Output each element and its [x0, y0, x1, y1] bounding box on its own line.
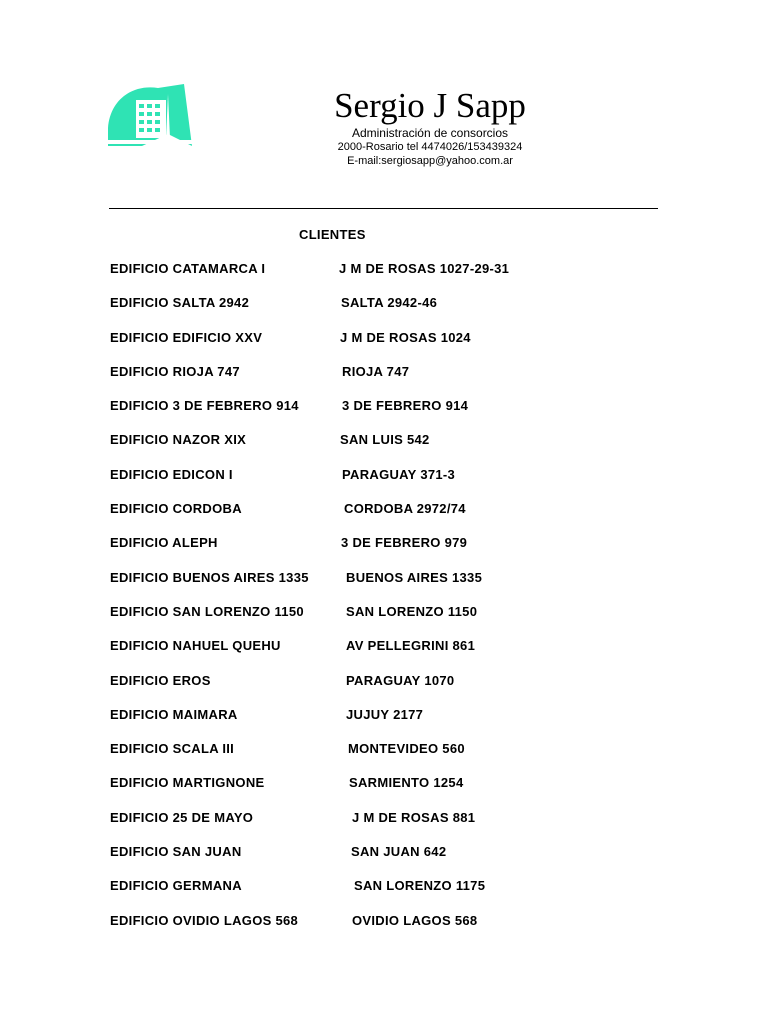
client-name: EDIFICIO ALEPH — [110, 535, 218, 551]
client-row — [110, 672, 650, 706]
client-name: EDIFICIO BUENOS AIRES 1335 — [110, 569, 309, 585]
client-address: 3 DE FEBRERO 979 — [341, 535, 468, 551]
client-name: EDIFICIO OVIDIO LAGOS 568 — [110, 912, 299, 928]
header-divider — [109, 208, 658, 209]
client-address: SAN JUAN 642 — [351, 844, 447, 860]
client-row — [110, 877, 650, 911]
client-row — [110, 912, 650, 946]
client-name: EDIFICIO SAN JUAN — [110, 844, 242, 860]
client-row — [110, 329, 650, 363]
company-address: 2000-Rosario tel 4474026/153439324 — [337, 141, 523, 153]
client-row — [110, 603, 650, 637]
client-name: EDIFICIO EDIFICIO XXV — [110, 329, 263, 345]
client-address: J M DE ROSAS 881 — [352, 809, 476, 825]
client-name: EDIFICIO RIOJA 747 — [110, 363, 240, 379]
client-row — [110, 569, 650, 603]
client-row — [110, 397, 650, 431]
client-row — [110, 294, 650, 328]
section-title: CLIENTES — [299, 227, 366, 242]
client-name: EDIFICIO 25 DE MAYO — [110, 809, 254, 825]
client-row — [110, 706, 650, 740]
client-name: EDIFICIO CORDOBA — [110, 501, 242, 517]
client-row — [110, 431, 650, 465]
client-address: PARAGUAY 1070 — [346, 672, 455, 688]
client-address: PARAGUAY 371-3 — [342, 466, 456, 482]
company-subtitle: Administración de consorcios — [351, 126, 509, 140]
client-name: EDIFICIO CATAMARCA I — [110, 261, 266, 276]
client-row — [110, 740, 650, 774]
client-row — [110, 637, 650, 671]
client-row — [110, 843, 650, 877]
client-address: CORDOBA 2972/74 — [344, 501, 466, 517]
client-address: 3 DE FEBRERO 914 — [342, 398, 469, 414]
client-row — [110, 809, 650, 843]
client-name: EDIFICIO NAZOR XIX — [110, 432, 247, 448]
client-name: EDIFICIO MAIMARA — [110, 706, 238, 722]
company-name: Sergio J Sapp — [334, 86, 526, 125]
client-row — [110, 466, 650, 500]
client-name: EDIFICIO MARTIGNONE — [110, 775, 265, 791]
client-address: J M DE ROSAS 1024 — [340, 329, 471, 345]
company-email: E-mail:sergiosapp@yahoo.com.ar — [347, 155, 513, 167]
client-row — [110, 534, 650, 568]
client-row — [110, 363, 650, 397]
client-name: EDIFICIO 3 DE FEBRERO 914 — [110, 398, 299, 414]
client-address: SAN LUIS 542 — [340, 432, 430, 448]
client-name: EDIFICIO GERMANA — [110, 878, 242, 894]
client-name: EDIFICIO NAHUEL QUEHU — [110, 638, 281, 654]
client-address: J M DE ROSAS 1027-29-31 — [339, 261, 510, 276]
client-name: EDIFICIO SCALA III — [110, 741, 235, 757]
client-name: EDIFICIO SAN LORENZO 1150 — [110, 603, 304, 619]
client-row — [110, 500, 650, 534]
client-address: OVIDIO LAGOS 568 — [352, 912, 478, 928]
client-name: EDIFICIO SALTA 2942 — [110, 295, 250, 311]
client-name: EDIFICIO EROS — [110, 672, 211, 688]
client-address: SAN LORENZO 1175 — [354, 878, 486, 894]
client-row — [110, 774, 650, 808]
client-address: BUENOS AIRES 1335 — [346, 569, 483, 585]
building-sail-logo — [108, 84, 192, 154]
client-list — [110, 260, 650, 946]
client-address: JUJUY 2177 — [346, 706, 424, 722]
client-address: AV PELLEGRINI 861 — [346, 638, 476, 654]
client-address: MONTEVIDEO 560 — [348, 741, 465, 757]
client-name: EDIFICIO EDICON I — [110, 466, 233, 482]
client-address: SAN LORENZO 1150 — [346, 603, 478, 619]
client-address: SALTA 2942-46 — [341, 295, 438, 311]
letterhead — [270, 86, 590, 168]
client-address: SARMIENTO 1254 — [349, 775, 464, 791]
client-address: RIOJA 747 — [342, 363, 410, 379]
client-row — [110, 260, 650, 294]
